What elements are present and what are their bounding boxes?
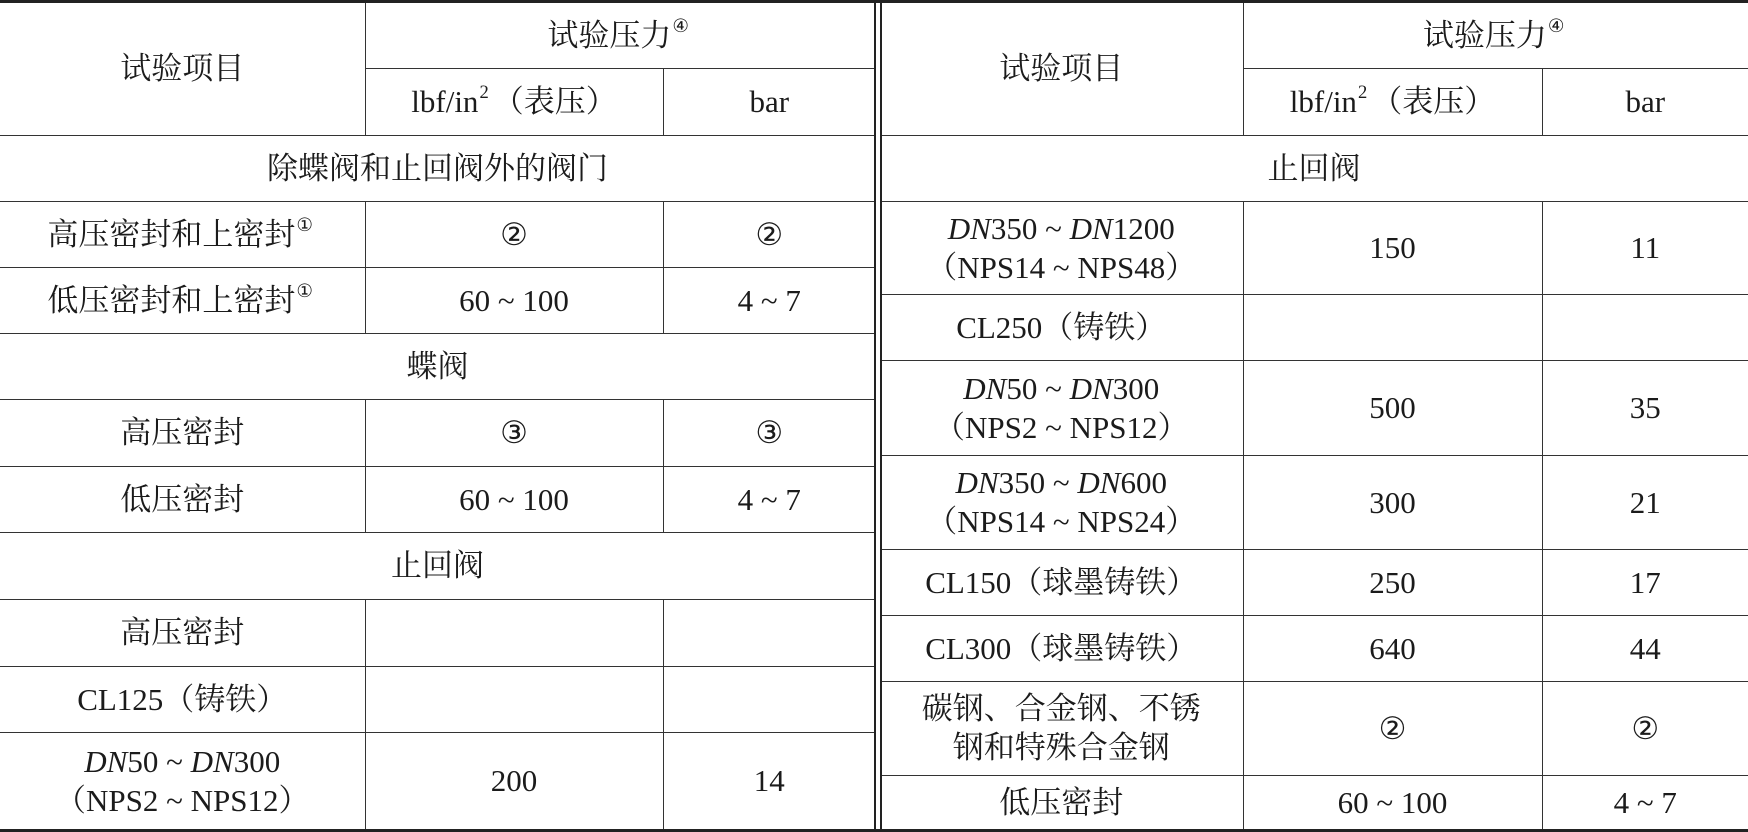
cell-psi <box>365 599 663 666</box>
cell-text: 35 <box>1629 390 1661 425</box>
cell-psi <box>365 666 663 732</box>
cell-psi <box>365 466 663 532</box>
cell-item <box>0 599 365 666</box>
table-row <box>0 466 875 532</box>
table-body <box>880 135 1748 829</box>
cell-psi <box>1243 294 1542 360</box>
cell-line <box>880 369 1243 408</box>
cell-item <box>880 549 1243 615</box>
header-test-pressure <box>365 3 875 68</box>
cell-line <box>366 82 663 121</box>
cell-line <box>0 215 365 254</box>
cell-bar <box>1542 775 1748 829</box>
cell-text: （NPS2 ~ NPS12） <box>933 409 1189 445</box>
cell-text: 试验压力 <box>547 17 672 53</box>
cell-line <box>880 728 1243 767</box>
cell-psi <box>1243 549 1542 615</box>
cell-bar <box>663 732 875 829</box>
cell-line <box>880 408 1243 447</box>
cell-item <box>880 360 1243 455</box>
cell-text: CL125（铸铁） <box>77 681 288 717</box>
cell-psi <box>1243 681 1542 775</box>
cell-text: （NPS2 ~ NPS12） <box>54 782 310 818</box>
cell-line <box>880 248 1243 287</box>
section-title <box>0 532 875 599</box>
table-row <box>880 294 1748 360</box>
cell-text: 蝶阀 <box>406 348 469 384</box>
cell-text: 除蝶阀和止回阀外的阀门 <box>267 150 608 186</box>
cell-text: 150 <box>1369 230 1416 265</box>
cell-text: bar <box>1625 84 1666 119</box>
left-table <box>0 3 875 829</box>
cell-text: 300 <box>233 743 281 779</box>
cell-psi <box>1243 360 1542 455</box>
cell-text: CL300（球墨铸铁） <box>925 630 1198 666</box>
cell-psi <box>365 399 663 466</box>
cell-text: CL150（球墨铸铁） <box>925 564 1198 600</box>
cell-text: DN <box>1069 210 1113 246</box>
cell-text: DN <box>190 743 234 779</box>
cell-text: DN <box>84 743 128 779</box>
table-row <box>0 201 875 267</box>
cell-text: ② <box>755 216 784 252</box>
cell-text: ③ <box>755 415 784 450</box>
cell-text: 17 <box>1629 564 1661 600</box>
cell-text: 高压密封 <box>120 415 245 450</box>
cell-bar <box>1542 360 1748 455</box>
cell-bar <box>663 201 875 267</box>
cell-text: 600 <box>1120 465 1167 500</box>
header-test-item <box>880 3 1243 135</box>
cell-bar <box>663 666 875 732</box>
cell-text: 300 <box>1112 370 1160 406</box>
cell-text: ③ <box>500 415 528 450</box>
footnote-marker: 2 <box>479 82 489 104</box>
table-row <box>880 615 1748 681</box>
cell-text: 60 ~ 100 <box>1337 784 1448 820</box>
cell-item <box>0 201 365 267</box>
cell-psi <box>1243 615 1542 681</box>
cell-text: 试验压力 <box>1422 17 1547 53</box>
cell-text: 低压密封 <box>120 481 245 517</box>
cell-bar <box>1542 681 1748 775</box>
cell-line <box>880 463 1243 502</box>
cell-item <box>880 294 1243 360</box>
table-body <box>0 135 875 829</box>
cell-item <box>0 666 365 732</box>
section-row <box>0 532 875 599</box>
table-row <box>880 681 1748 775</box>
header-unit-psi <box>1243 68 1542 135</box>
table-row <box>880 455 1748 549</box>
footnote-marker: ① <box>296 280 314 302</box>
cell-bar <box>1542 549 1748 615</box>
cell-text: 14 <box>753 763 785 799</box>
cell-text: （NPS14 ~ NPS24） <box>926 504 1197 539</box>
table-divider <box>874 0 882 832</box>
cell-text: DN <box>1077 465 1121 500</box>
cell-text: 碳钢、合金钢、不锈 <box>921 691 1201 726</box>
cell-bar <box>663 466 875 532</box>
cell-line <box>0 281 365 320</box>
cell-text: 钢和特殊合金钢 <box>952 730 1170 765</box>
pressure-table <box>880 3 1748 829</box>
table-row <box>0 267 875 333</box>
cell-text: 350 ~ <box>998 465 1078 500</box>
header-unit-bar <box>663 68 875 135</box>
cell-text: （表压） <box>1371 84 1496 119</box>
cell-item <box>880 681 1243 775</box>
cell-text: 止回阀 <box>391 548 484 583</box>
cell-text: DN <box>1069 370 1113 406</box>
cell-text: lbf/in <box>411 84 479 119</box>
cell-text: 11 <box>1630 230 1661 265</box>
cell-text: ② <box>500 216 528 252</box>
section-row <box>880 135 1748 201</box>
cell-text: 60 ~ 100 <box>459 282 569 318</box>
cell-item <box>0 732 365 829</box>
cell-line <box>0 781 365 820</box>
cell-text: lbf/in <box>1289 84 1357 119</box>
cell-line <box>366 16 876 55</box>
cell-item <box>0 399 365 466</box>
cell-item <box>880 775 1243 829</box>
cell-text: 1200 <box>1112 210 1175 246</box>
section-title <box>0 135 875 201</box>
cell-bar <box>663 267 875 333</box>
cell-text: bar <box>749 84 790 119</box>
cell-text: 低压密封和上密封 <box>47 282 296 318</box>
cell-text: 640 <box>1369 630 1416 666</box>
cell-item <box>880 455 1243 549</box>
cell-line <box>880 209 1243 248</box>
cell-text: 低压密封 <box>999 784 1124 820</box>
cell-text: 350 ~ <box>990 210 1070 246</box>
cell-text: 300 <box>1369 484 1416 520</box>
header-unit-bar <box>1542 68 1748 135</box>
cell-line <box>1244 82 1542 121</box>
section-title <box>880 135 1748 201</box>
section-row <box>0 135 875 201</box>
cell-line <box>0 742 365 781</box>
cell-text: 200 <box>490 763 538 799</box>
section-title <box>0 333 875 399</box>
table-row <box>880 360 1748 455</box>
cell-bar <box>1542 201 1748 294</box>
cell-text: 止回阀 <box>1267 150 1361 186</box>
cell-text: 4 ~ 7 <box>737 481 801 517</box>
cell-bar <box>663 399 875 466</box>
table-row <box>0 666 875 732</box>
cell-text: DN <box>947 210 991 246</box>
cell-psi <box>1243 455 1542 549</box>
cell-text: 500 <box>1369 390 1416 425</box>
cell-line <box>880 502 1243 541</box>
cell-text: 高压密封和上密封 <box>47 216 296 252</box>
header-unit-psi <box>365 68 663 135</box>
cell-psi <box>1243 201 1542 294</box>
cell-text: CL250（铸铁） <box>956 309 1167 345</box>
cell-text: ② <box>1631 710 1660 746</box>
cell-line <box>880 689 1243 728</box>
header-test-item <box>0 3 365 135</box>
table-header <box>880 3 1748 135</box>
right-table <box>880 3 1748 829</box>
table-row <box>880 549 1748 615</box>
cell-text: 试验项目 <box>120 51 245 87</box>
header-row <box>0 3 875 68</box>
footnote-marker: ④ <box>672 15 690 37</box>
cell-text: 50 ~ <box>127 743 191 779</box>
cell-text: 44 <box>1629 630 1661 666</box>
footnote-marker: ① <box>296 214 314 236</box>
cell-text: 高压密封 <box>120 615 245 650</box>
cell-text: 50 ~ <box>1006 370 1070 406</box>
table-row <box>0 732 875 829</box>
cell-bar <box>663 599 875 666</box>
cell-text: DN <box>955 465 999 500</box>
table-row <box>880 201 1748 294</box>
cell-psi <box>365 732 663 829</box>
header-row <box>880 3 1748 68</box>
table-header <box>0 3 875 135</box>
cell-item <box>880 615 1243 681</box>
footnote-marker: ④ <box>1547 15 1565 37</box>
cell-line <box>1244 16 1748 55</box>
cell-bar <box>1542 455 1748 549</box>
cell-item <box>880 201 1243 294</box>
cell-text: 4 ~ 7 <box>1613 784 1677 820</box>
cell-text: ② <box>1378 710 1407 746</box>
cell-psi <box>365 267 663 333</box>
cell-bar <box>1542 294 1748 360</box>
cell-item <box>0 267 365 333</box>
table-row <box>880 775 1748 829</box>
cell-bar <box>1542 615 1748 681</box>
cell-text: 250 <box>1369 564 1416 600</box>
cell-text: 4 ~ 7 <box>737 282 801 318</box>
section-row <box>0 333 875 399</box>
cell-item <box>0 466 365 532</box>
cell-psi <box>365 201 663 267</box>
pressure-table <box>0 3 875 829</box>
cell-text: 60 ~ 100 <box>459 481 569 517</box>
cell-text: （NPS14 ~ NPS48） <box>926 249 1197 285</box>
cell-text: 21 <box>1629 484 1661 520</box>
cell-text: 试验项目 <box>999 51 1124 87</box>
cell-psi <box>1243 775 1542 829</box>
table-row <box>0 399 875 466</box>
cell-text: （表压） <box>492 84 617 119</box>
header-test-pressure <box>1243 3 1748 68</box>
cell-text: DN <box>963 370 1007 406</box>
footnote-marker: 2 <box>1357 82 1368 104</box>
table-row <box>0 599 875 666</box>
